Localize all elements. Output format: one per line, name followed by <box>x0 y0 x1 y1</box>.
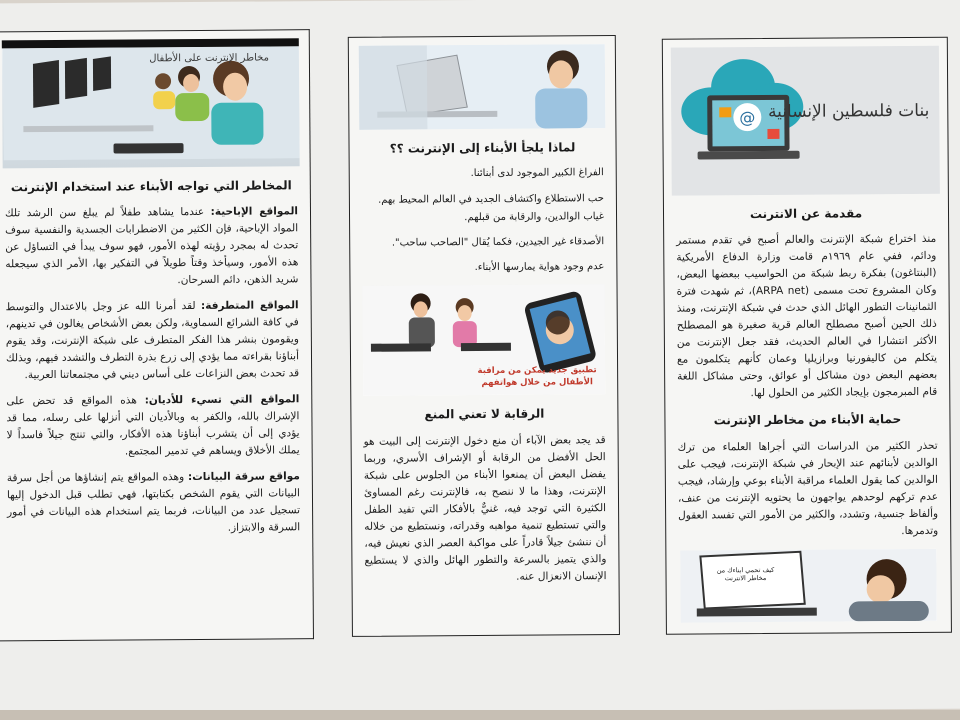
risk-text-4: وهذه المواقع يتم إنشاؤها من أجل سرقة البيانات التي يقوم الشخص بكتابتها، فهي تطلب قبل الدخول إليها تسجيل عدد من البيانات، فربما يتم استخدام هذه البيانات في أمور السرقة والابتزاز. <box>6 471 301 535</box>
organization-logo-text: بنات فلسطين الإنسانية <box>767 100 930 122</box>
phone-app-caption: تطبيق جديد يمكن من مراقبة الأطفال من خلال هواتفهم <box>477 365 597 388</box>
monitoring-title: الرقابة لا تعني المنع <box>424 406 545 422</box>
boy-laptop-illustration <box>359 44 606 130</box>
risk-lead-1: المواقع الإباحية: <box>210 205 299 219</box>
kids-phone-photo <box>363 285 606 397</box>
panel-intro <box>662 37 952 635</box>
intro-body: منذ اختراع شبكة الإنترنت والعالم أصبح في تقدم مستمر ودائم، ففي عام ١٩٦٩م قامت وزارة الدفاع الأمريكية (البنتاغون) بفكرة ربط شبكة من الحواسيب ببعضها البعض، وكان المشروع تحت مسمى (ARPA net)، ثم شهدت فترة الثمانينات التطور الهائل الذي حدث في شبكة الإنترنت، ومنذ ذلك الحين أصبح مصطلح العالم قرية صغيرة هو المصطلح الأكثر انتشارا في العالم الحديث، فقد جعل الإنترنت من يتكلم من كاليفورنيا وبرازيليا وعمان كأنهم يتكلمون مع بعضهم البعض دون مشاكل أو عوائق، وحتى مشاكل اللغة قام المبرمجون بإيجاد الكثير من الحلول لها. <box>676 233 938 400</box>
protection-body: تحذر الكثير من الدراسات التي أجراها العلماء من ترك الوالدين لأبنائهم عند الإبحار في شبكة الإنترنت، فيجب على الوالدين كما يقول العلماء مراقبة الأبناء بوعي وإرشاد، فيجب عدم تركهم لوحدهم يواجهون ما يحتويه الإنترنت من عنف، وألفاظ جنسية، وتشدد، والكثير من الأمور التي تفسد العقول وتدمرها. <box>677 439 939 537</box>
risk-section-3 <box>6 392 299 462</box>
risks-title: المخاطر التي تواجه الأبناء عند استخدام الإنترنت <box>10 178 292 195</box>
reason-2: حب الاستطلاع واكتشاف الجديد في العالم المحيط بهم. <box>378 192 604 206</box>
table-edge <box>0 710 960 720</box>
child-laptop-photo <box>680 549 936 623</box>
child-laptop-illustration <box>680 549 936 623</box>
boy-laptop-photo <box>359 44 606 130</box>
svg-text:@: @ <box>739 108 756 128</box>
reason-1: الفراغ الكبير الموجود لدى أبنائنا. <box>470 167 604 180</box>
risk-section-1 <box>5 204 299 291</box>
risk-lead-2: المواقع المتطرفة: <box>200 299 299 313</box>
risk-text-1: عندما يشاهد طفلاً لم يبلغ سن الرشد تلك المواد الإباحية، فإن الكثير من الاضطرابات الجسدية والنفسية سوف تحدث له بمجرد رؤيته لهذه الأمور، فهو سوف يبدأ في التساؤل عن هذه الأمور، وسيأخذ وقتاً طويلاً في التفكير بها، الأمر الذي سيجعله شريد الذهن، دائم السرحان. <box>4 206 299 287</box>
risk-text-3: هذه المواقع قد تحض على الإشراك بالله، والكفر به وبالأديان التي أنزلها على رسله، مما قد يؤدي إلى أن يتشرب أبناؤنا هذه الأفكار، والتي تنتج جيلاً فاسداً لا يملك الأخلاق ويساهم في تدمير المجتمع. <box>6 394 300 458</box>
laptop-screen-text: كيف تحمي ابناءك من مخاطر الانترنت <box>716 565 775 583</box>
risk-lead-3: المواقع التي تسيء للأديان: <box>144 393 300 407</box>
logo-image <box>671 46 940 196</box>
email-icon <box>733 103 761 131</box>
reason-5: عدم وجود هواية يمارسها الأبناء. <box>474 261 605 274</box>
risk-section-2 <box>6 298 300 385</box>
image-banner-text: مخاطر الإنترنت على الأطفال <box>149 52 269 65</box>
children-computers-photo <box>2 38 300 168</box>
reason-3: غياب الوالدين، والرقابة من قبلهم. <box>464 210 605 223</box>
protection-title: حماية الأبناء من مخاطر الإنترنت <box>713 412 902 428</box>
reasons-title: لماذا يلجأ الأبناء إلى الإنترنت ؟؟ <box>389 140 576 156</box>
monitoring-body: قد يجد بعض الآباء أن منع دخول الإنترنت إلى البيت هو الحل الأفضل من الرقابة أو الإشراف الأسري، وربما يفضل البعض أن يمنعوا الأبناء من الجلوس على شبكة الإنترنت، وهذا ما لا ننصح به، فالإنترنت رغم المساوئ الكثيرة التي توجد فيه، غنيٌّ بالأفكار التي تفيد الطفل والتي تستطيع تنمية مواهبه وقدراته، ونستطيع من خلاله أن ننشئ جيلاً قادراً على مواكبة العصر الذي نعيش فيه، والذي يتميز بالسرعة والتطور الهائل والذي لا يستطيع الإنسان الانعزال عنه. <box>363 433 607 583</box>
intro-title: مقدمة عن الانترنت <box>749 206 863 222</box>
risk-lead-4: مواقع سرقة البيانات: <box>187 470 300 484</box>
risk-section-4 <box>7 469 300 539</box>
risk-text-2: لقد أمرنا الله عز وجل بالاعتدال والتوسط في كافة الشرائع السماوية، ولكن بعض الأشخاص يغالون في تدينهم، ويقومون بنشر هذا الفكر المتطرف على شبكة الإنترنت، وقد يقوم أبناؤنا بقراءته مما يؤدي إلى زرع بذرة التطرف والتشدد فيهم، وبذلك قد تحدث بعض النزاعات على أساس ديني في مجتمعاتنا العربية. <box>5 300 300 382</box>
panel-risks <box>0 29 314 641</box>
reason-4: الأصدقاء غير الجيدين، فكما يُقال "الصاحب ساحب". <box>391 236 605 249</box>
panel-reasons <box>348 35 620 637</box>
